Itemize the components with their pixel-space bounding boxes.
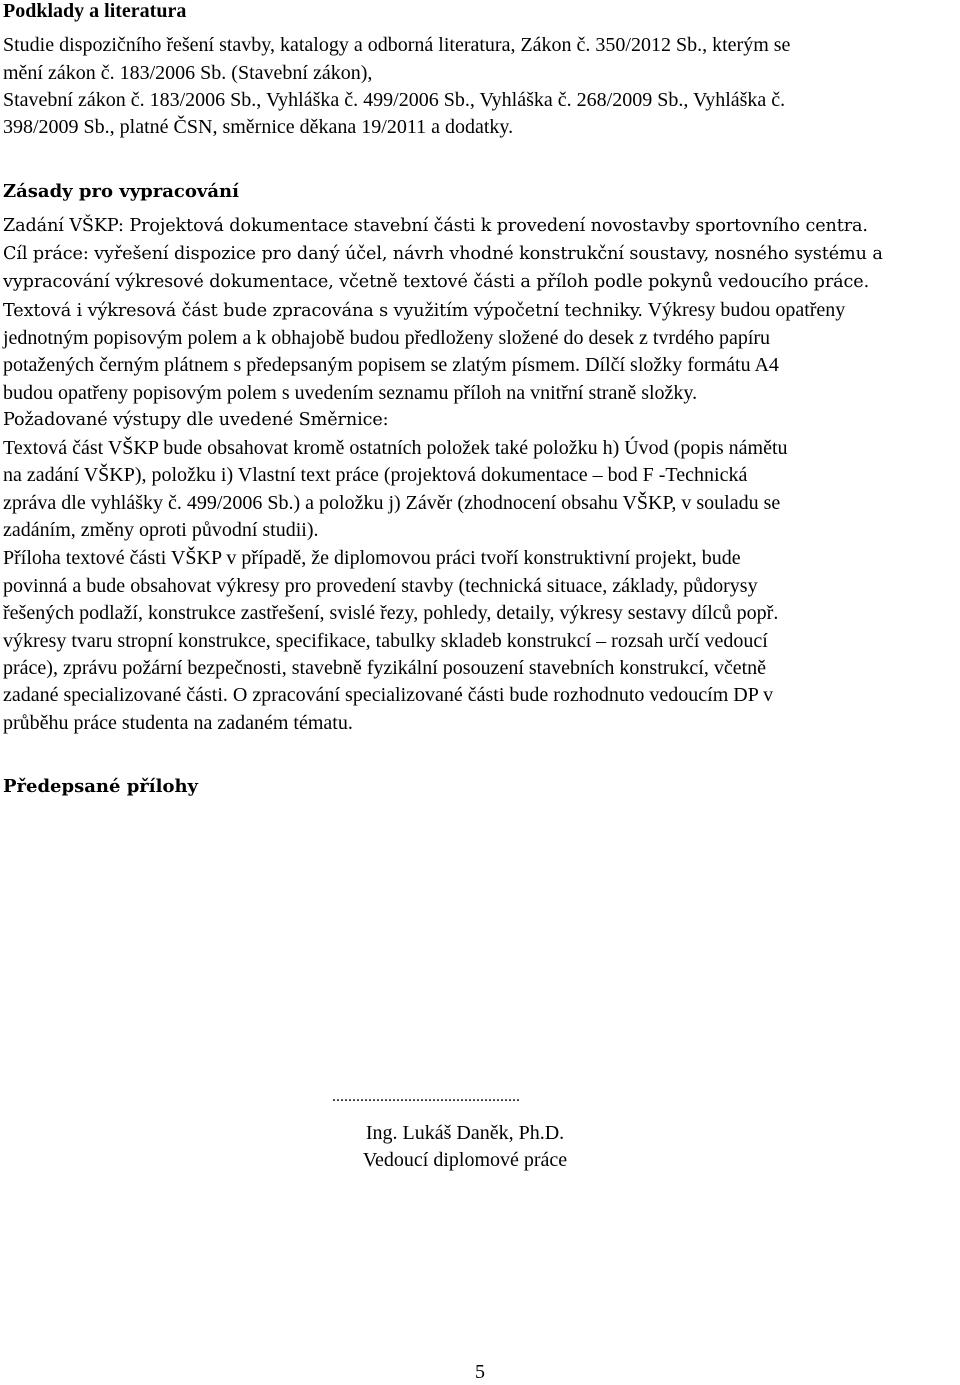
heading-zasady: Zásady pro vypracování — [3, 181, 239, 202]
zasady-line-6-part-a: potažených černým plátnem s předepsaným popisem se zlatým písmem. — [3, 354, 581, 376]
zasady-line-10: na zadání VŠKP), položku i) Vlastní text práce (projektová dokumentace – bod F -Technická — [3, 464, 748, 486]
zasady-line-4-part-a: Textová i výkresová část bude zpracována s využitím výpočetní techniky. — [3, 301, 643, 321]
zasady-line-11: zpráva dle vyhlášky č. 499/2006 Sb.) a položku j) Závěr (zhodnocení obsahu VŠKP, v souladu se — [3, 492, 781, 514]
zasady-line-18: zadané specializované části. O zpracování specializované části bude rozhodnuto vedoucím DP v — [3, 684, 774, 706]
zasady-line-7: budou opatřeny popisovým polem s uvedením seznamu příloh na vnitřní straně složky. — [3, 382, 698, 404]
zasady-line-17: práce), zprávu požární bezpečnosti, stavebně fyzikální posouzení stavebních konstrukcí, včetně — [3, 657, 767, 679]
zasady-line-14: povinná a bude obsahovat výkresy pro provedení stavby (technická situace, základy, půdorysy — [3, 575, 758, 597]
zasady-line-1: Zadání VŠKP: Projektová dokumentace stavební části k provedení novostavby sportovního centra. — [3, 216, 868, 236]
podklady-line-3: Stavební zákon č. 183/2006 Sb., Vyhláška č. 499/2006 Sb., Vyhláška č. 268/2009 Sb., Vyhláška č. — [3, 89, 786, 111]
zasady-line-6-part-b: Dílčí složky formátu A4 — [580, 354, 779, 376]
zasady-line-16: výkresy tvaru stropní konstrukce, specifikace, tabulky skladeb konstrukcí – rozsah určí vedoucí — [3, 630, 768, 652]
zasady-line-13: Příloha textové části VŠKP v případě, že diplomovou práci tvoří konstruktivní projekt, bude — [3, 547, 741, 569]
zasady-line-2: Cíl práce: vyřešení dispozice pro daný účel, návrh vhodné konstrukční soustavy, nosného systému a — [3, 244, 883, 264]
heading-podklady: Podklady a literatura — [3, 0, 187, 22]
heading-prilohy: Předepsané přílohy — [3, 776, 198, 797]
podklady-line-1: Studie dispozičního řešení stavby, katalogy a odborná literatura, Zákon č. 350/2012 Sb., kterým se — [3, 34, 791, 56]
zasady-line-4 — [3, 299, 845, 322]
podklady-line-2: mění zákon č. 183/2006 Sb. (Stavební zákon), — [3, 62, 373, 84]
zasady-line-6 — [3, 354, 779, 377]
zasady-line-9: Textová část VŠKP bude obsahovat kromě ostatních položek také položku h) Úvod (popis námětu — [3, 437, 788, 459]
zasady-line-4-part-b: Výkresy budou opatřeny — [642, 299, 846, 321]
zasady-line-5: jednotným popisovým polem a k obhajobě budou předloženy složené do desek z tvrdého papíru — [3, 327, 771, 349]
signature-role: Vedoucí diplomové práce — [362, 1149, 568, 1171]
zasady-line-3: vypracování výkresové dokumentace, včetně textové části a příloh podle pokynů vedoucího práce. — [3, 272, 870, 292]
zasady-line-12: zadáním, změny oproti původní studii). — [3, 519, 319, 541]
signature-dots: ............................................... — [332, 1088, 520, 1105]
zasady-line-15: řešených podlaží, konstrukce zastřešení, svislé řezy, pohledy, detaily, výkresy sestavy dílců popř. — [3, 602, 779, 624]
zasady-line-8: Požadované výstupy dle uvedené Směrnice: — [3, 410, 389, 430]
zasady-line-19: průběhu práce studenta na zadaném tématu. — [3, 712, 353, 734]
podklady-line-4: 398/2009 Sb., platné ČSN, směrnice děkana 19/2011 a dodatky. — [3, 116, 514, 138]
page-number: 5 — [475, 1361, 485, 1383]
signature-name: Ing. Lukáš Daněk, Ph.D. — [365, 1122, 565, 1144]
